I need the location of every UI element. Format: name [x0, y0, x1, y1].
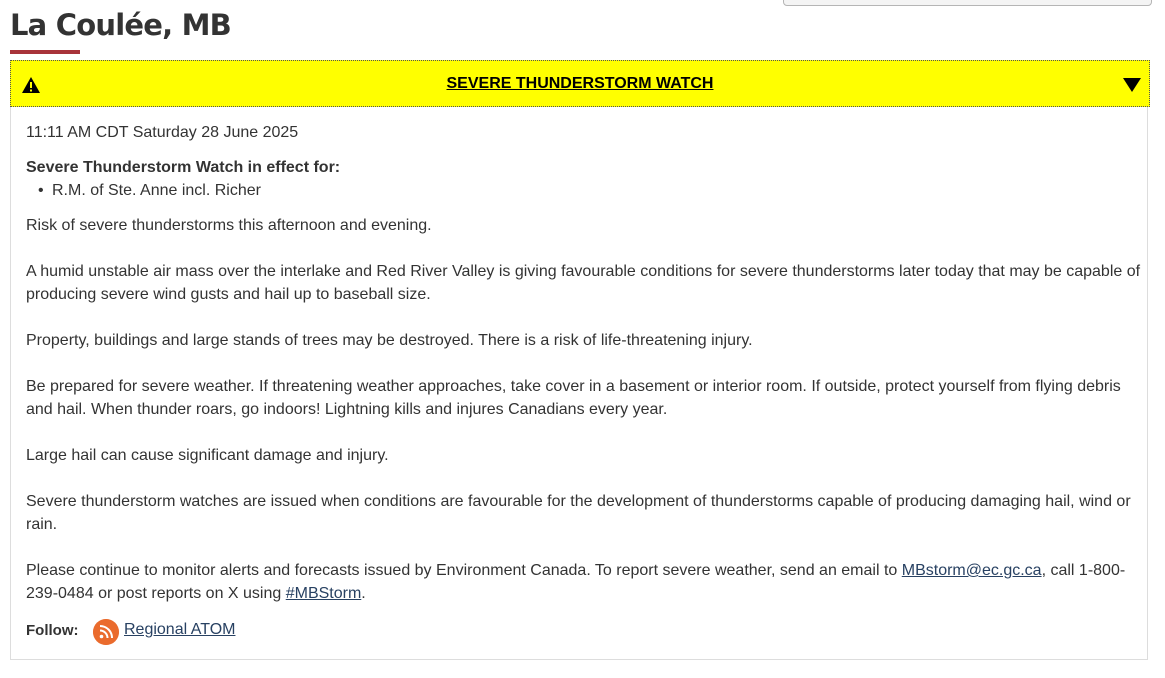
alert-paragraph: Be prepared for severe weather. If threatening weather approaches, take cover in a basement or interior room. If outside, protect yourself from flying debris and hail. When thunder roars, go indoors! Lightning kills and injures Canadians every year. [26, 378, 1121, 418]
alert-timestamp: 11:11 AM CDT Saturday 28 June 2025 [26, 124, 299, 141]
email-link[interactable]: MBstorm@ec.gc.ca [901, 562, 1042, 579]
monitor-text-after: . [361, 585, 366, 602]
title-underline [10, 50, 80, 54]
follow-label: Follow: [26, 622, 79, 639]
monitor-text-before: Please continue to monitor alerts and forecasts issued by Environment Canada. To report severe weather, send an email to [26, 562, 902, 579]
effect-area-list [52, 179, 261, 202]
effect-heading: Severe Thunderstorm Watch in effect for: [26, 159, 341, 176]
alert-paragraph: Property, buildings and large stands of trees may be destroyed. There is a risk of life-threatening injury. [26, 332, 753, 349]
effect-area-item: • R.M. of Ste. Anne incl. Richer [52, 179, 261, 202]
alert-toggle-header[interactable] [10, 60, 1150, 107]
top-search-input[interactable] [783, 0, 1152, 6]
regional-atom-link[interactable]: Regional ATOM [124, 621, 236, 638]
monitor-paragraph [26, 559, 1141, 605]
alert-paragraph: Large hail can cause significant damage and injury. [26, 447, 389, 464]
alert-title[interactable]: SEVERE THUNDERSTORM WATCH [446, 75, 714, 92]
alert-paragraph: Risk of severe thunderstorms this afternoon and evening. [26, 217, 432, 234]
page-title: La Coulée, MB [10, 8, 231, 42]
rss-icon[interactable] [93, 619, 119, 645]
monitor-text-middle: , call 1-800-239-0484 or post reports on X using [26, 562, 1126, 602]
alert-paragraph: A humid unstable air mass over the interlake and Red River Valley is giving favourable conditions for severe thunderstorms later today that may be capable of producing severe wind gusts and hail up to baseball size. [26, 263, 1141, 303]
alert-paragraph: Severe thunderstorm watches are issued when conditions are favourable for the development of thunderstorms capable of producing damaging hail, wind or rain. [26, 493, 1131, 533]
hashtag-link[interactable]: #MBStorm [285, 585, 362, 602]
chevron-down-icon[interactable] [1123, 77, 1141, 93]
